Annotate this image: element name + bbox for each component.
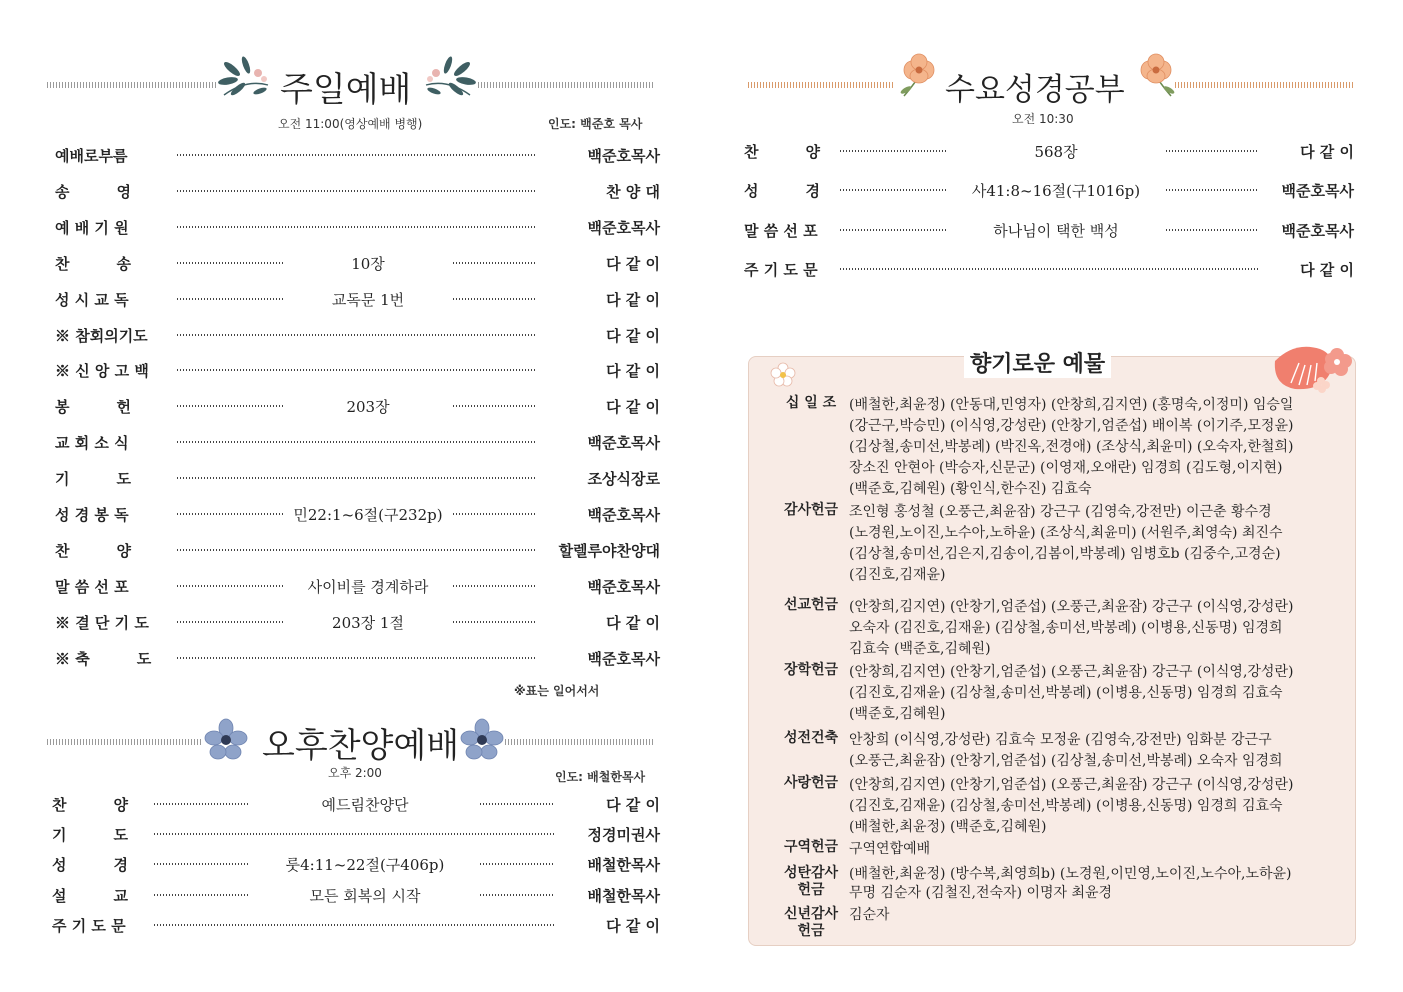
leader-dots: [1166, 189, 1258, 191]
order-item-label: ※ 신 앙 고 백: [55, 362, 149, 381]
offering-names: (안창희,김지연) (안창기,엄준섭) (오풍근,최윤잠) 강근구 (이식영,강성란) (김진호,김재윤) (김상철,송미선,박봉례) (이병용,신동명) 임경희 김효숙 (백준호,김혜원): [849, 664, 1294, 722]
offering-category: 성탄감사 헌금: [783, 865, 839, 898]
offering-names: 김순자: [849, 907, 890, 923]
leader-dots: [840, 268, 1258, 270]
afternoon-title-rule-right: [505, 739, 655, 745]
order-item-label: 찬 양: [55, 541, 131, 560]
leader-dots: [453, 621, 536, 623]
leader-dots: [177, 477, 536, 479]
small-white-flower-icon: [769, 361, 797, 389]
offering-category: 구역헌금: [783, 839, 839, 855]
sunday-leader: 인도: 백준호 목사: [548, 117, 643, 131]
afternoon-order-row: [52, 915, 660, 937]
order-item-label: 송 영: [55, 182, 131, 201]
sunday-order-row: [55, 360, 660, 382]
sunday-order-row: [55, 504, 660, 526]
leader-dots: [154, 924, 554, 926]
sunday-order-row: [55, 468, 660, 490]
offering-names: 안창희 (이식영,강성란) 김효숙 모정윤 (김영숙,강전만) 임화분 강근구 (오풍근,최윤잠) (안창기,엄준섭) (김상철,송미선,박봉례) 오숙자 임경희: [849, 732, 1283, 769]
order-item-detail: 룻4:11~22절(구406p): [285, 856, 445, 875]
leader-dots: [177, 262, 283, 264]
sunday-order-row: [55, 253, 660, 275]
blue-flower-icon: [460, 718, 504, 762]
wednesday-order-row: [744, 259, 1354, 281]
order-item-label: 기 도: [52, 826, 128, 845]
leader-dots: [177, 657, 536, 659]
wednesday-title: 수요성경공부: [945, 72, 1125, 108]
blue-flower-icon: [204, 718, 248, 762]
wednesday-title-rule-left: [748, 82, 895, 88]
order-item-detail: 하나님이 택한 백성: [993, 221, 1119, 240]
order-item-label: 기 도: [55, 470, 131, 489]
sunday-order-row: [55, 432, 660, 454]
leader-dots: [453, 298, 536, 300]
order-item-detail: 10장: [351, 254, 385, 273]
leader-dots: [453, 585, 536, 587]
leader-dots: [177, 441, 536, 443]
offering-names: (안창희,김지연) (안창기,엄준섭) (오풍근,최윤잠) 강근구 (이식영,강성란) (김진호,김재윤) (김상철,송미선,박봉례) (이병용,신동명) 임경희 김효숙 (배철한,최윤정) (백준호,김혜원): [849, 777, 1294, 835]
order-item-detail: 모든 회복의 시작: [309, 886, 421, 905]
order-item-label: ※ 결 단 기 도: [55, 613, 149, 632]
sunday-title-rule-left: [47, 82, 217, 88]
order-item-presenter: 백준호목사: [587, 506, 660, 524]
peach-flower-icon: [1135, 52, 1179, 102]
wednesday-order-row: [744, 141, 1354, 163]
leader-dots: [177, 369, 536, 371]
leader-dots: [154, 833, 554, 835]
offering-names: (배철한,최윤정) (방수복,최영희b) (노경원,이민영,노이진,노수아,노하윤) 무명 김순자 (김철진,전숙자) 이명자 최윤경: [849, 866, 1292, 901]
offering-category: 장학헌금: [783, 662, 839, 678]
afternoon-order-row: [52, 854, 660, 876]
order-item-detail: 교독문 1번: [331, 290, 405, 309]
order-item-detail: 사41:8~16절(구1016p): [971, 182, 1141, 201]
order-item-label: 예배로부름: [55, 147, 128, 165]
leader-dots: [840, 229, 946, 231]
order-item-presenter: 다 같 이: [1300, 143, 1354, 161]
order-item-label: 성 경: [52, 856, 128, 875]
wednesday-title-rule-right: [1175, 82, 1355, 88]
order-item-presenter: 백준호목사: [587, 649, 660, 668]
offering-category: 감사헌금: [783, 502, 839, 518]
leader-dots: [177, 298, 283, 300]
leader-dots: [840, 189, 946, 191]
sunday-note: ※표는 일어서서: [514, 684, 600, 698]
offering-names: (안창희,김지연) (안창기,엄준섭) (오풍근,최윤잠) 강근구 (이식영,강성란) 오숙자 (김진호,김재윤) (김상철,송미선,박봉례) (이병용,신동명) 임경희 김효숙 (백준호,김혜원): [849, 599, 1294, 657]
order-item-presenter: 다 같 이: [606, 362, 660, 381]
order-item-label: 성 시 교 독: [55, 290, 129, 309]
order-item-label: 말 씀 선 포: [744, 221, 818, 240]
leader-dots: [154, 803, 250, 805]
leader-dots: [177, 405, 283, 407]
peach-flower-icon: [896, 52, 940, 102]
order-item-label: ※ 축 도: [55, 649, 152, 668]
leaf-ornament-icon: [420, 55, 476, 101]
afternoon-leader: 인도: 배철한목사: [555, 770, 646, 784]
wednesday-time: 오전 10:30: [1012, 112, 1074, 126]
order-item-presenter: 다 같 이: [606, 398, 660, 417]
order-item-presenter: 찬 양 대: [606, 182, 660, 201]
order-item-presenter: 다 같 이: [606, 796, 660, 814]
leader-dots: [177, 549, 536, 551]
offering-category: 신년감사 헌금: [783, 906, 839, 939]
order-item-presenter: 정경미권사: [587, 826, 660, 845]
leader-dots: [1166, 229, 1258, 231]
sunday-order-row: [55, 396, 660, 418]
order-item-presenter: 다 같 이: [606, 916, 660, 935]
order-item-detail: 사이비를 경계하라: [307, 577, 429, 596]
offering-category: 사랑헌금: [783, 775, 839, 791]
sunday-order-row: [55, 325, 660, 347]
order-item-presenter: 백준호목사: [587, 577, 660, 596]
sunday-order-row: [55, 145, 660, 167]
offering-category: 성전건축: [783, 730, 839, 746]
wednesday-order-row: [744, 180, 1354, 202]
offering-names: 구역연합예배: [849, 841, 931, 857]
leader-dots: [177, 334, 536, 336]
sunday-time: 오전 11:00(영상예배 병행): [278, 117, 423, 131]
afternoon-time: 오후 2:00: [328, 766, 382, 780]
order-item-detail: 203장 1절: [332, 613, 404, 632]
sunday-order-row: [55, 648, 660, 670]
wednesday-order-row: [744, 220, 1354, 242]
leader-dots: [154, 894, 250, 896]
order-item-presenter: 백준호목사: [587, 434, 660, 453]
order-item-presenter: 다 같 이: [606, 326, 660, 345]
leader-dots: [453, 513, 536, 515]
leader-dots: [177, 621, 283, 623]
order-item-label: 주 기 도 문: [744, 260, 818, 279]
order-item-presenter: 다 같 이: [606, 290, 660, 309]
order-item-presenter: 백준호목사: [1281, 182, 1354, 201]
offering-names: 조인형 홍성철 (오풍근,최윤잠) 강근구 (김영숙,강전만) 이근춘 황수경 (노경원,노이진,노수아,노하윤) (조상식,최윤미) (서원주,최영숙) 최진수 (김상철,송미선,김은지,김송이,김봄이,박봉례) 임병호b (김중수,고경순) (김진호,김재윤): [849, 504, 1283, 583]
order-item-label: 찬 양: [52, 796, 128, 814]
order-item-label: 예 배 기 원: [55, 218, 129, 237]
order-item-label: 설 교: [52, 886, 128, 905]
order-item-presenter: 할렐루야찬양대: [558, 541, 660, 560]
sunday-order-row: [55, 612, 660, 634]
offerings-box: [748, 352, 1356, 946]
sunday-order-row: [55, 540, 660, 562]
leader-dots: [453, 262, 536, 264]
leader-dots: [480, 863, 554, 865]
order-item-label: 성 경 봉 독: [55, 506, 129, 524]
order-item-presenter: 백준호목사: [587, 147, 660, 165]
afternoon-order-row: [52, 824, 660, 846]
leader-dots: [453, 405, 536, 407]
sunday-order-row: [55, 181, 660, 203]
leader-dots: [480, 803, 554, 805]
leader-dots: [1166, 150, 1258, 152]
leader-dots: [177, 226, 536, 228]
order-item-presenter: 다 같 이: [1300, 260, 1354, 279]
order-item-label: ※ 참회의기도: [55, 326, 148, 345]
leader-dots: [840, 150, 946, 152]
offering-names: (배철한,최윤정) (안동대,민영자) (안창희,김지연) (홍명숙,이정미) 임승일 (강근구,박승민) (이식영,강성란) (안창기,엄준섭) 배이복 (이기주,모정윤) (김상철,송미선,박봉례) (박진옥,전경애) (조상식,최윤미) (오숙자,한철희) 장소진 안현아 (박승자,신문군) (이영재,오애란) 임경희 (김도형,이지현) (백준호,김혜원) (황인식,한수진) 김효숙: [849, 397, 1294, 497]
order-item-detail: 203장: [346, 398, 390, 417]
order-item-label: 봉 헌: [55, 398, 131, 417]
afternoon-title: 오후찬양예배: [262, 726, 460, 766]
pink-blossom-icon: [1265, 341, 1355, 401]
sunday-order-row: [55, 217, 660, 239]
afternoon-order-row: [52, 794, 660, 816]
order-item-presenter: 다 같 이: [606, 613, 660, 632]
sunday-title: 주일예배: [280, 70, 412, 110]
offerings-title: 향기로운 예물: [964, 347, 1111, 378]
order-item-detail: 민22:1~6절(구232p): [293, 506, 443, 524]
leader-dots: [177, 585, 283, 587]
leader-dots: [177, 190, 536, 192]
afternoon-order-row: [52, 885, 660, 907]
afternoon-title-rule-left: [47, 739, 202, 745]
order-item-label: 주 기 도 문: [52, 916, 126, 935]
sunday-order-row: [55, 576, 660, 598]
order-item-presenter: 백준호목사: [587, 218, 660, 237]
order-item-label: 교 회 소 식: [55, 434, 129, 453]
order-item-presenter: 조상식장로: [587, 470, 660, 489]
order-item-presenter: 배철한목사: [587, 856, 660, 875]
sunday-title-rule-right: [478, 82, 653, 88]
order-item-presenter: 배철한목사: [587, 886, 660, 905]
leader-dots: [154, 863, 250, 865]
order-item-label: 성 경: [744, 182, 820, 201]
leader-dots: [480, 894, 554, 896]
order-item-label: 찬 송: [55, 254, 131, 273]
order-item-label: 말 씀 선 포: [55, 577, 129, 596]
order-item-presenter: 다 같 이: [606, 254, 660, 273]
sunday-order-row: [55, 289, 660, 311]
order-item-presenter: 백준호목사: [1281, 221, 1354, 240]
order-item-detail: 568장: [1034, 143, 1078, 161]
offering-category: 선교헌금: [783, 597, 839, 613]
order-item-label: 찬 양: [744, 143, 820, 161]
leaf-ornament-icon: [218, 55, 274, 101]
leader-dots: [177, 513, 283, 515]
order-item-detail: 예드림찬양단: [321, 796, 409, 814]
offering-category: 십 일 조: [785, 395, 837, 411]
leader-dots: [177, 154, 536, 156]
